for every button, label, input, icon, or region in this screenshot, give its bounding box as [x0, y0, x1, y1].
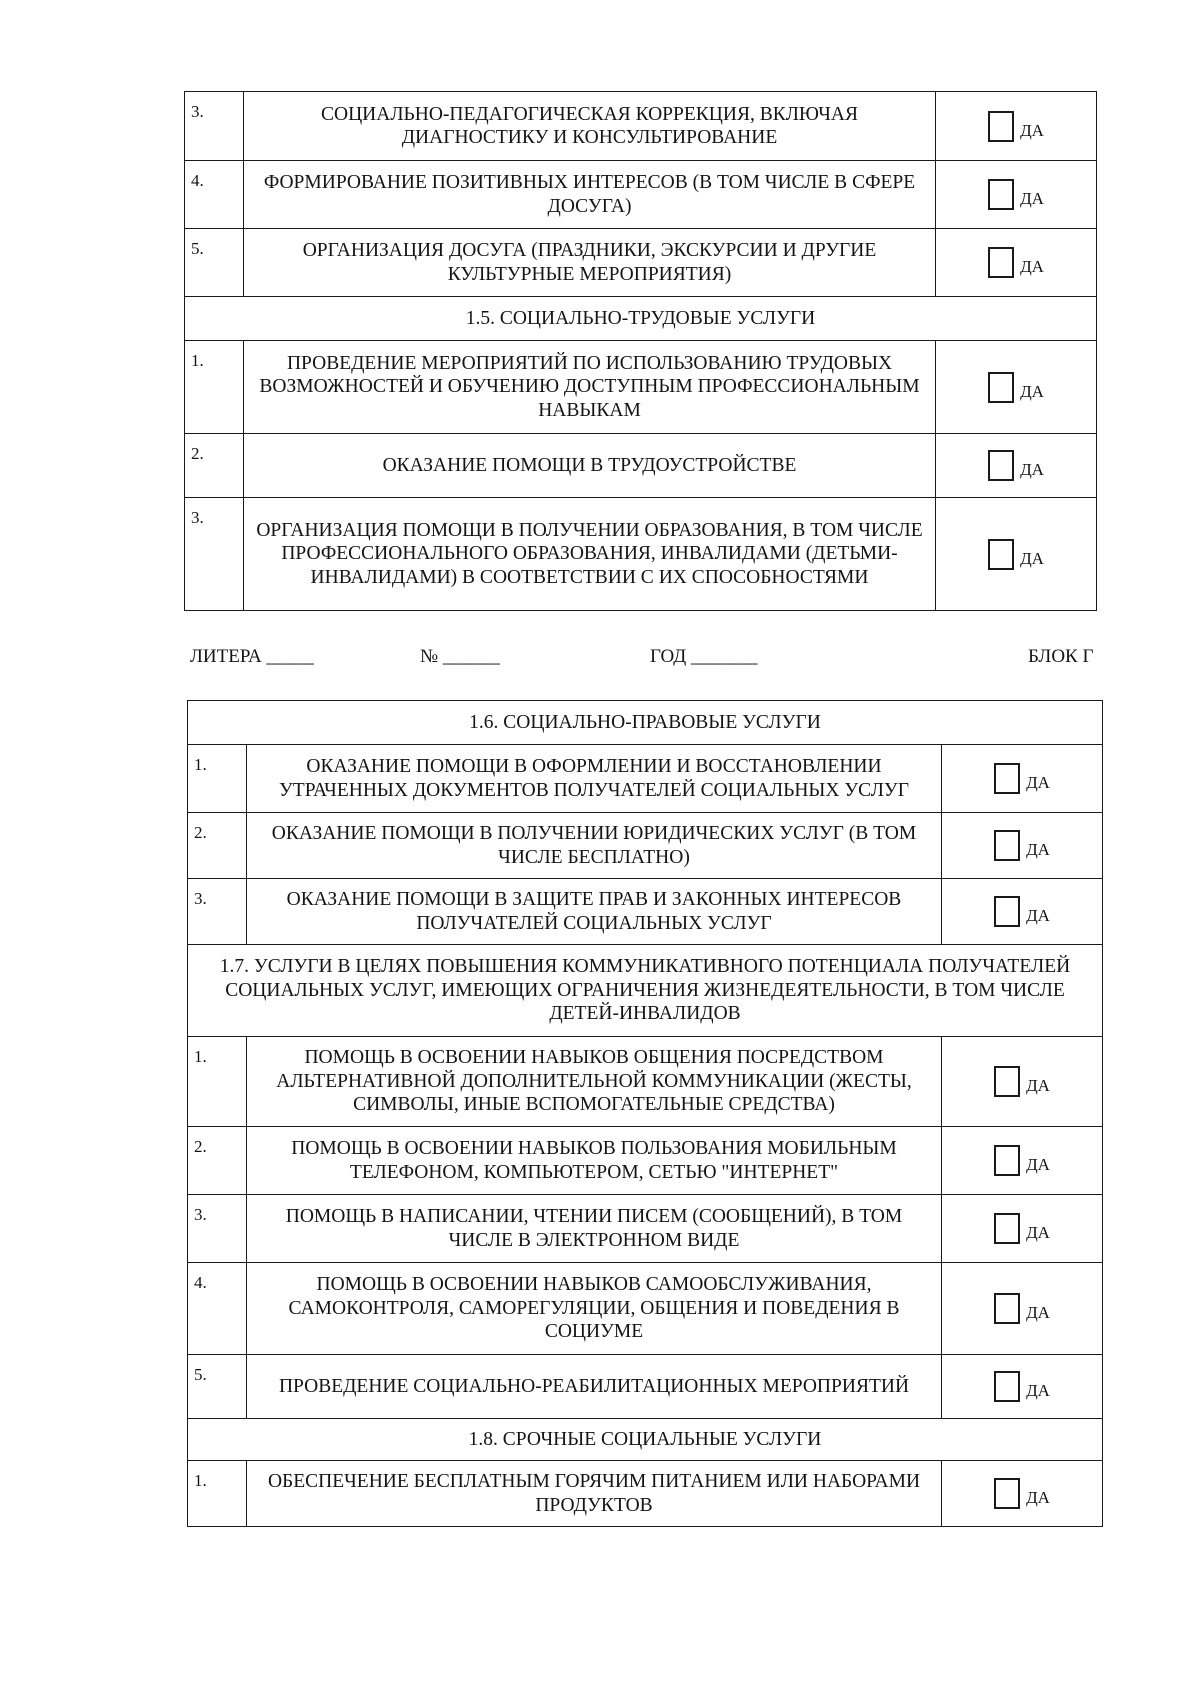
- service-name: СОЦИАЛЬНО-ПЕДАГОГИЧЕСКАЯ КОРРЕКЦИЯ, ВКЛЮЧАЯ ДИАГНОСТИКУ И КОНСУЛЬТИРОВАНИЕ: [244, 92, 936, 161]
- section-header-row: [188, 1419, 1103, 1461]
- yes-option[interactable]: [936, 434, 1097, 498]
- yes-option[interactable]: [942, 745, 1103, 813]
- yes-label: ДА: [1020, 548, 1044, 568]
- table-row: [185, 229, 1097, 297]
- service-name: ПОМОЩЬ В НАПИСАНИИ, ЧТЕНИИ ПИСЕМ (СООБЩЕНИЙ), В ТОМ ЧИСЛЕ В ЭЛЕКТРОННОМ ВИДЕ: [247, 1195, 942, 1263]
- service-name: ОКАЗАНИЕ ПОМОЩИ В ТРУДОУСТРОЙСТВЕ: [244, 434, 936, 498]
- service-name: ПРОВЕДЕНИЕ СОЦИАЛЬНО-РЕАБИЛИТАЦИОННЫХ МЕРОПРИЯТИЙ: [247, 1355, 942, 1419]
- row-number: 5.: [185, 229, 244, 297]
- checkbox[interactable]: [994, 1478, 1020, 1509]
- table-row: [185, 434, 1097, 498]
- yes-label: ДА: [1020, 257, 1044, 277]
- service-name: ПРОВЕДЕНИЕ МЕРОПРИЯТИЙ ПО ИСПОЛЬЗОВАНИЮ ТРУДОВЫХ ВОЗМОЖНОСТЕЙ И ОБУЧЕНИЮ ДОСТУПНЫМ ПРОФЕССИОНАЛЬНЫМ НАВЫКАМ: [244, 341, 936, 434]
- row-number: 3.: [188, 879, 247, 945]
- checkbox[interactable]: [988, 450, 1014, 481]
- table-row: [188, 1127, 1103, 1195]
- yes-option[interactable]: [942, 1037, 1103, 1127]
- checkbox[interactable]: [994, 1145, 1020, 1176]
- yes-label: ДА: [1026, 1488, 1050, 1508]
- checkbox[interactable]: [994, 763, 1020, 794]
- yes-label: ДА: [1026, 1303, 1050, 1323]
- row-number: 4.: [188, 1263, 247, 1355]
- row-number: 2.: [188, 813, 247, 879]
- checkbox[interactable]: [994, 1066, 1020, 1097]
- service-name: ОКАЗАНИЕ ПОМОЩИ В ЗАЩИТЕ ПРАВ И ЗАКОННЫХ ИНТЕРЕСОВ ПОЛУЧАТЕЛЕЙ СОЦИАЛЬНЫХ УСЛУГ: [247, 879, 942, 945]
- yes-label: ДА: [1026, 1155, 1050, 1175]
- row-number: 1.: [185, 341, 244, 434]
- yes-label: ДА: [1026, 1076, 1050, 1096]
- row-number: 2.: [188, 1127, 247, 1195]
- row-number: 1.: [188, 1461, 247, 1527]
- yes-option[interactable]: [942, 1355, 1103, 1419]
- yes-label: ДА: [1020, 120, 1044, 140]
- number-field[interactable]: № ______: [420, 646, 500, 667]
- checkbox[interactable]: [994, 830, 1020, 861]
- table-row: [188, 1037, 1103, 1127]
- checkbox[interactable]: [988, 111, 1014, 142]
- yes-option[interactable]: [942, 813, 1103, 879]
- service-name: ОКАЗАНИЕ ПОМОЩИ В ОФОРМЛЕНИИ И ВОССТАНОВЛЕНИИ УТРАЧЕННЫХ ДОКУМЕНТОВ ПОЛУЧАТЕЛЕЙ СОЦИАЛЬНЫХ УСЛУГ: [247, 745, 942, 813]
- yes-label: ДА: [1020, 189, 1044, 209]
- row-number: 5.: [188, 1355, 247, 1419]
- table-row: [185, 161, 1097, 229]
- table-row: [188, 813, 1103, 879]
- checkbox[interactable]: [988, 179, 1014, 210]
- yes-label: ДА: [1026, 1381, 1050, 1401]
- row-number: 4.: [185, 161, 244, 229]
- yes-label: ДА: [1026, 840, 1050, 860]
- yes-label: ДА: [1026, 906, 1050, 926]
- table-row: [185, 92, 1097, 161]
- litera-field[interactable]: ЛИТЕРА _____: [190, 646, 314, 667]
- checkbox[interactable]: [994, 1293, 1020, 1324]
- services-table-1: [184, 91, 1097, 611]
- yes-label: ДА: [1020, 460, 1044, 480]
- row-number: 1.: [188, 745, 247, 813]
- service-name: ПОМОЩЬ В ОСВОЕНИИ НАВЫКОВ ОБЩЕНИЯ ПОСРЕДСТВОМ АЛЬТЕРНАТИВНОЙ ДОПОЛНИТЕЛЬНОЙ КОММУНИКАЦИИ (ЖЕСТЫ, СИМВОЛЫ, ИНЫЕ ВСПОМОГАТЕЛЬНЫЕ СРЕДСТВА): [247, 1037, 942, 1127]
- service-name: ОБЕСПЕЧЕНИЕ БЕСПЛАТНЫМ ГОРЯЧИМ ПИТАНИЕМ ИЛИ НАБОРАМИ ПРОДУКТОВ: [247, 1461, 942, 1527]
- services-table-2: [187, 700, 1103, 1527]
- service-name: ПОМОЩЬ В ОСВОЕНИИ НАВЫКОВ САМООБСЛУЖИВАНИЯ, САМОКОНТРОЛЯ, САМОРЕГУЛЯЦИИ, ОБЩЕНИЯ И ПОВЕДЕНИЯ В СОЦИУМЕ: [247, 1263, 942, 1355]
- checkbox[interactable]: [994, 1213, 1020, 1244]
- yes-option[interactable]: [936, 229, 1097, 297]
- yes-option[interactable]: [942, 1127, 1103, 1195]
- checkbox[interactable]: [994, 896, 1020, 927]
- section-title: 1.8. СРОЧНЫЕ СОЦИАЛЬНЫЕ УСЛУГИ: [188, 1419, 1103, 1461]
- checkbox[interactable]: [988, 247, 1014, 278]
- checkbox[interactable]: [988, 539, 1014, 570]
- row-number: 3.: [185, 92, 244, 161]
- section-header-row: [185, 297, 1097, 341]
- row-number: 3.: [188, 1195, 247, 1263]
- yes-label: ДА: [1026, 1223, 1050, 1243]
- table-row: [188, 745, 1103, 813]
- row-number: 3.: [185, 498, 244, 611]
- table-row: [188, 879, 1103, 945]
- yes-label: ДА: [1020, 381, 1044, 401]
- yes-option[interactable]: [942, 1195, 1103, 1263]
- row-number: 1.: [188, 1037, 247, 1127]
- section-header-row: [188, 701, 1103, 745]
- yes-option[interactable]: [936, 498, 1097, 611]
- yes-option[interactable]: [942, 879, 1103, 945]
- yes-option[interactable]: [936, 161, 1097, 229]
- service-name: ОРГАНИЗАЦИЯ ДОСУГА (ПРАЗДНИКИ, ЭКСКУРСИИ И ДРУГИЕ КУЛЬТУРНЫЕ МЕРОПРИЯТИЯ): [244, 229, 936, 297]
- table-row: [185, 498, 1097, 611]
- row-number: 2.: [185, 434, 244, 498]
- section-header-row: [188, 945, 1103, 1037]
- table-row: [185, 341, 1097, 434]
- service-name: ФОРМИРОВАНИЕ ПОЗИТИВНЫХ ИНТЕРЕСОВ (В ТОМ ЧИСЛЕ В СФЕРЕ ДОСУГА): [244, 161, 936, 229]
- yes-option[interactable]: [936, 92, 1097, 161]
- table-row: [188, 1461, 1103, 1527]
- table-row: [188, 1263, 1103, 1355]
- block-label: БЛОК Г: [1028, 646, 1094, 667]
- checkbox[interactable]: [988, 372, 1014, 403]
- yes-option[interactable]: [942, 1263, 1103, 1355]
- yes-option[interactable]: [942, 1461, 1103, 1527]
- checkbox[interactable]: [994, 1371, 1020, 1402]
- section-title: 1.5. СОЦИАЛЬНО-ТРУДОВЫЕ УСЛУГИ: [185, 297, 1097, 341]
- yes-label: ДА: [1026, 773, 1050, 793]
- table-row: [188, 1195, 1103, 1263]
- section-title: 1.7. УСЛУГИ В ЦЕЛЯХ ПОВЫШЕНИЯ КОММУНИКАТИВНОГО ПОТЕНЦИАЛА ПОЛУЧАТЕЛЕЙ СОЦИАЛЬНЫХ УСЛУГ, ИМЕЮЩИХ ОГРАНИЧЕНИЯ ЖИЗНЕДЕЯТЕЛЬНОСТИ, В ТОМ ЧИСЛЕ ДЕТЕЙ-ИНВАЛИДОВ: [188, 945, 1103, 1037]
- year-field[interactable]: ГОД _______: [650, 646, 758, 667]
- service-name: ПОМОЩЬ В ОСВОЕНИИ НАВЫКОВ ПОЛЬЗОВАНИЯ МОБИЛЬНЫМ ТЕЛЕФОНОМ, КОМПЬЮТЕРОМ, СЕТЬЮ "ИНТЕРНЕТ": [247, 1127, 942, 1195]
- service-name: ОРГАНИЗАЦИЯ ПОМОЩИ В ПОЛУЧЕНИИ ОБРАЗОВАНИЯ, В ТОМ ЧИСЛЕ ПРОФЕССИОНАЛЬНОГО ОБРАЗОВАНИЯ, ИНВАЛИДАМИ (ДЕТЬМИ-ИНВАЛИДАМИ) В СООТВЕТСТВИИ С ИХ СПОСОБНОСТЯМИ: [244, 498, 936, 611]
- table-row: [188, 1355, 1103, 1419]
- section-title: 1.6. СОЦИАЛЬНО-ПРАВОВЫЕ УСЛУГИ: [188, 701, 1103, 745]
- service-name: ОКАЗАНИЕ ПОМОЩИ В ПОЛУЧЕНИИ ЮРИДИЧЕСКИХ УСЛУГ (В ТОМ ЧИСЛЕ БЕСПЛАТНО): [247, 813, 942, 879]
- yes-option[interactable]: [936, 341, 1097, 434]
